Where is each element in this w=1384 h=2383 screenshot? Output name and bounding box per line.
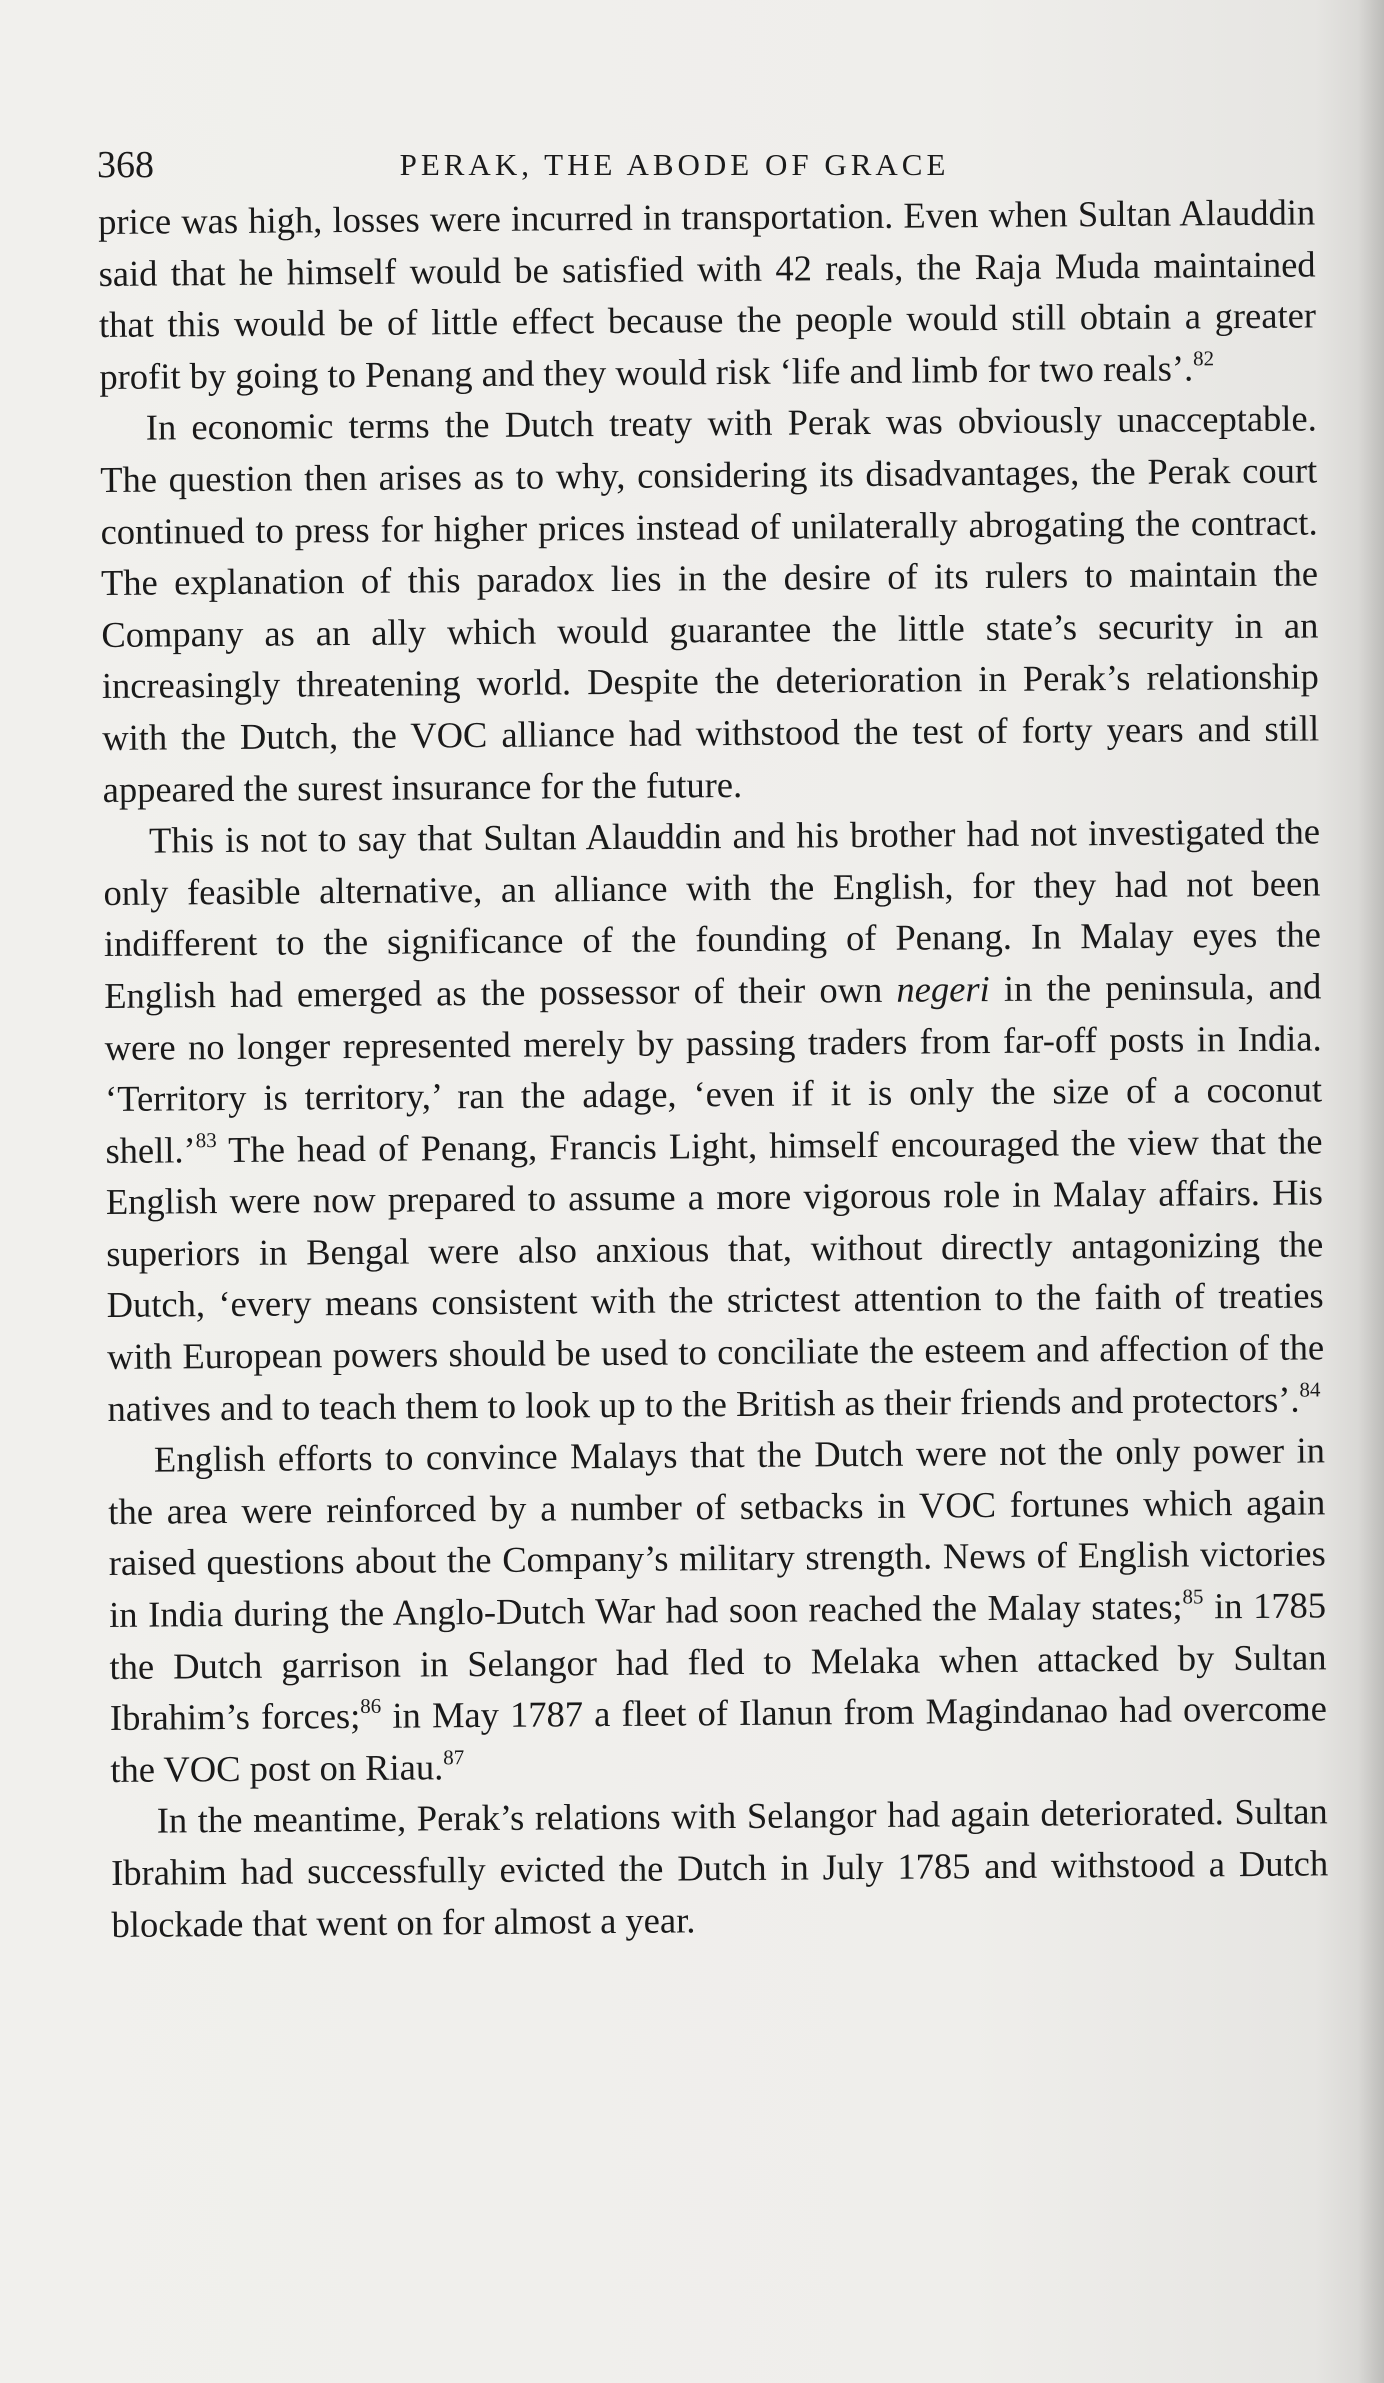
- footnote-ref: 87: [443, 1744, 465, 1769]
- text-run: price was high, losses were incurred in transportation. Even when Sultan Alauddin said that he himself would be satisfied with 42 reals, the Raja Muda maintained that this would be of little effect because the people would still obtain a greater profit by going to Penang and they would risk ‘life and limb for two reals’.: [98, 191, 1317, 397]
- text-run: The head of Penang, Francis Light, himself encouraged the view that the English were now prepared to assume a more vigorous role in Malay affairs. His superiors in Bengal were also anxious that, without directly antagonizing the Dutch, ‘every means consistent with the strictest attention to the faith of treaties with European powers should be used to conciliate the esteem and affection of the natives and to teach them to look up to the British as their friends and protectors’.: [105, 1120, 1325, 1429]
- page-edge-shadow: [1358, 0, 1384, 2383]
- italic-term: negeri: [896, 967, 990, 1010]
- running-title: PERAK, THE ABODE OF GRACE: [399, 147, 950, 182]
- text-run: This is not to say that Sultan Alauddin and his brother had not investigated the only feasible alternative, an alliance with the English, for they had not been indifferent to the significance of the founding of Penang. In Malay eyes the English had emerged as the possessor of their own: [103, 810, 1321, 1016]
- paragraph: [103, 806, 1325, 1435]
- paragraph: [100, 393, 1320, 815]
- page-number: 368: [97, 144, 154, 186]
- footnote-ref: 84: [1299, 1376, 1321, 1402]
- body-text: [98, 186, 1329, 1950]
- footnote-ref: 85: [1182, 1584, 1204, 1609]
- footnote-ref: 82: [1192, 345, 1215, 371]
- page-header: [97, 142, 1312, 188]
- text-run: In economic terms the Dutch treaty with Perak was obviously unacceptable. The question then arises as to why, considering its disadvantages, the Perak court continued to press for higher prices instead of unilaterally abrogating the contract. The explanation of this paradox lies in the desire of its rulers to maintain the Company as an ally which would guarantee the little state’s security in an increasingly threatening world. Despite the deterioration in Perak’s relationship with the Dutch, the VOC alliance had withstood the test of forty years and still appeared the surest insurance for the future.: [100, 397, 1320, 810]
- paragraph: [111, 1786, 1329, 1950]
- text-run: In the meantime, Perak’s relations with Selangor had again deteriorated. Sultan Ibrahim had successfully evicted the Dutch in July 1785 and withstood a Dutch blockade that went on for almost a year.: [111, 1790, 1329, 1945]
- text-run: in the peninsula, and were no longer represented merely by passing traders from far-off posts in India. ‘Territory is territory,’ ran the adage, ‘even if it is only the size of a coconut shell.’: [104, 965, 1323, 1171]
- paragraph: [108, 1425, 1328, 1796]
- text-run: in 1785 the Dutch garrison in Selangor had fled to Melaka when attacked by Sultan Ibrahim’s forces;: [109, 1584, 1327, 1739]
- footnote-ref: 86: [360, 1693, 382, 1719]
- paragraph: [98, 186, 1317, 402]
- text-run: in May 1787 a fleet of Ilanun from Magindanao had overcome the VOC post on Riau.: [110, 1687, 1328, 1790]
- text-run: English efforts to convince Malays that the Dutch were not the only power in the area were reinforced by a number of setbacks in VOC fortunes which again raised questions about the Company’s military strength. News of English victories in India during the Anglo-Dutch War had soon reached the Malay states;: [108, 1429, 1326, 1635]
- footnote-ref: 83: [195, 1127, 217, 1152]
